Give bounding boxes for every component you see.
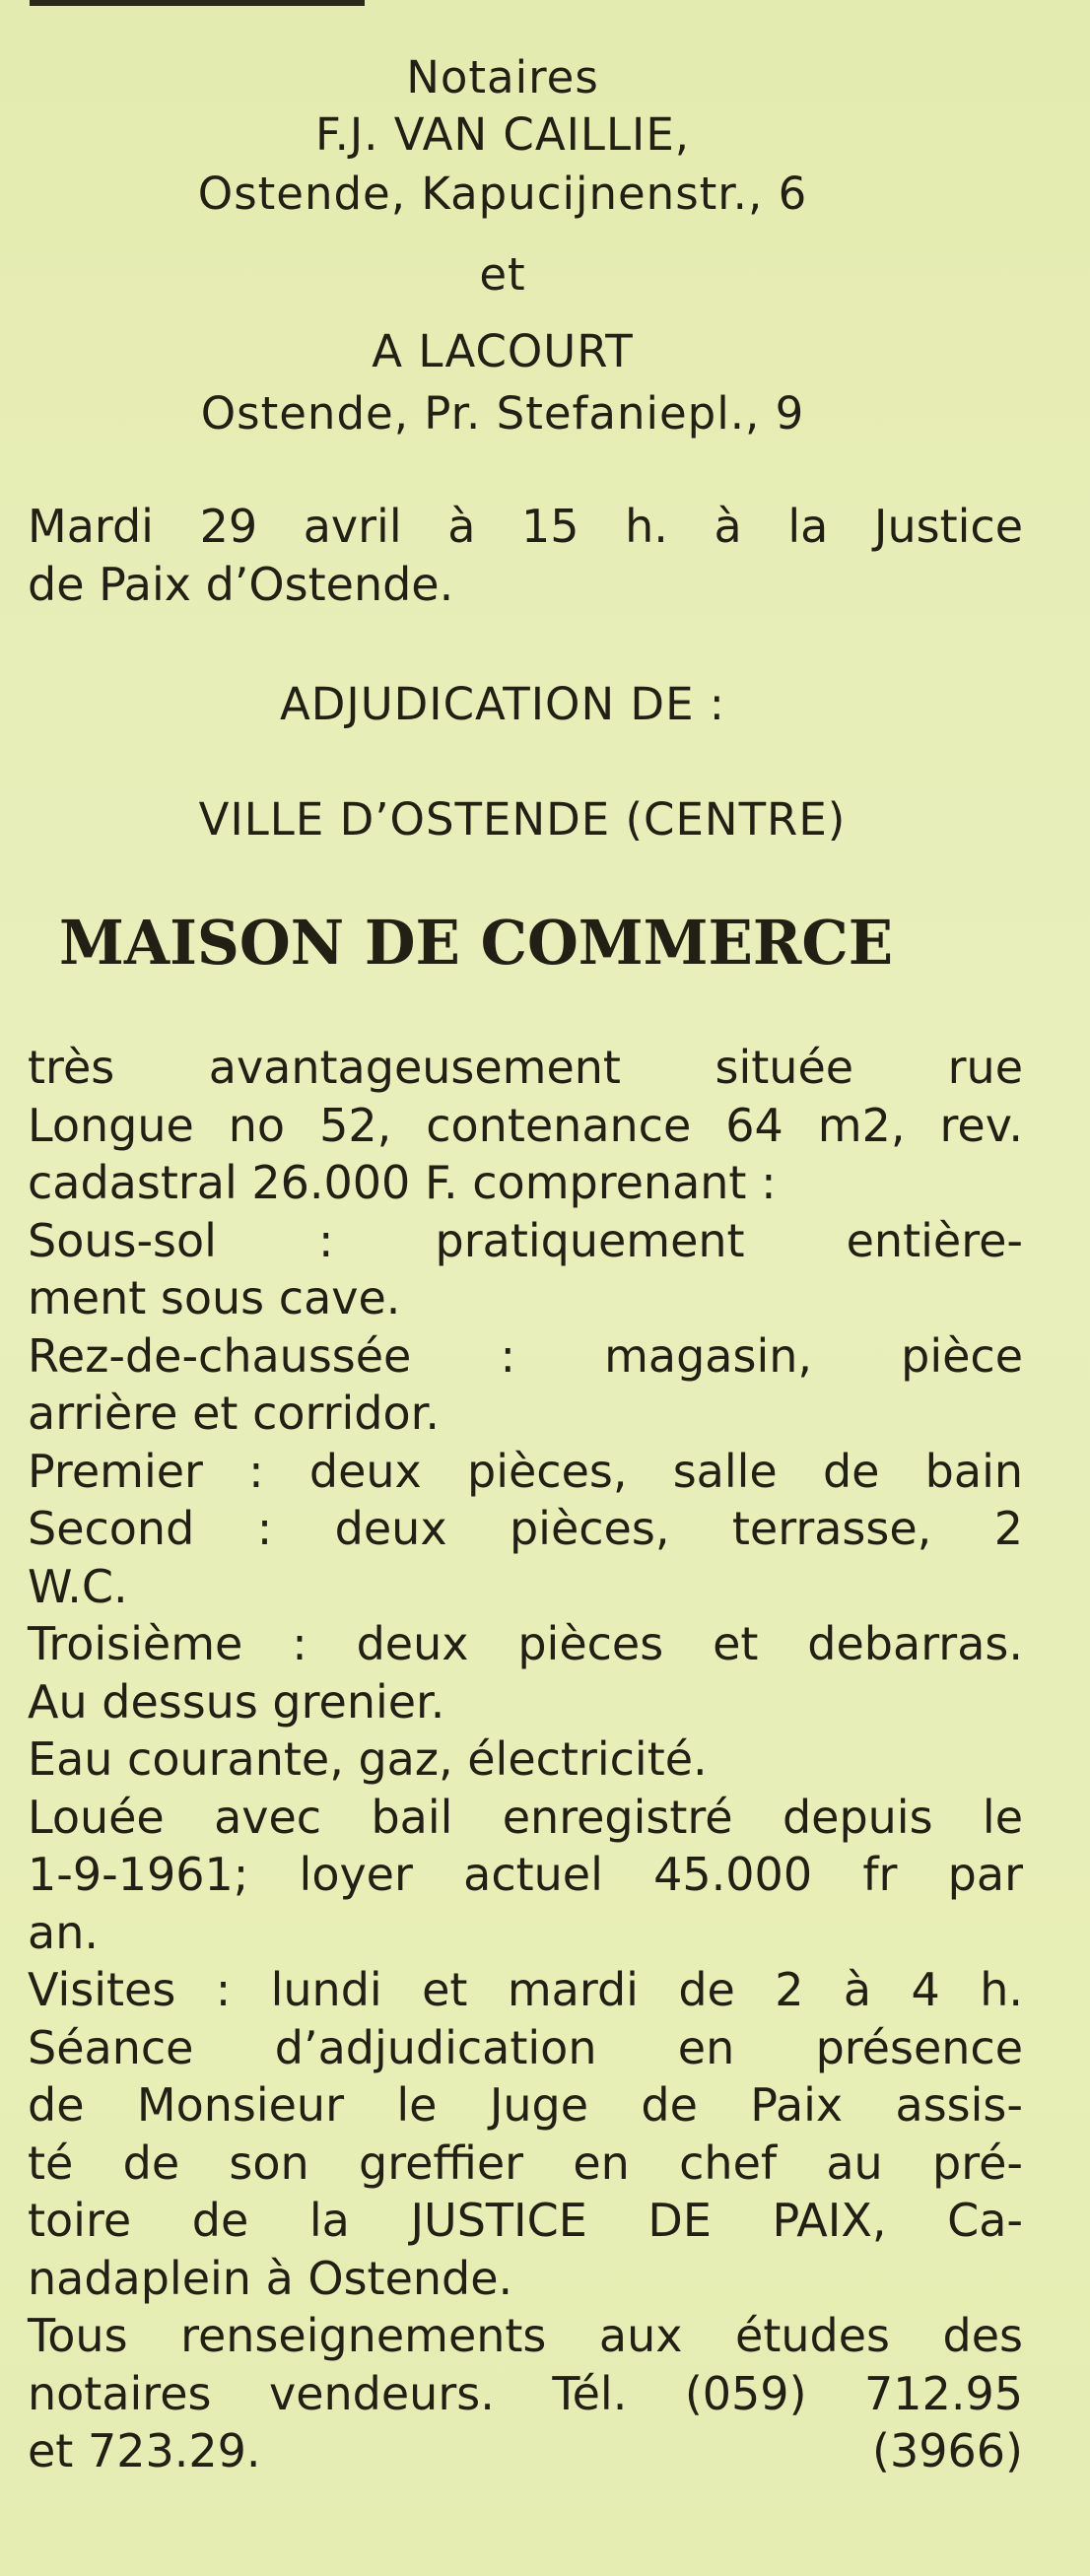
notary1-address: Ostende, Kapucijnenstr., 6 bbox=[197, 168, 808, 220]
headline: MAISON DE COMMERCE bbox=[59, 907, 894, 979]
body-line: notaires vendeurs. Tél. (059) 712.95 bbox=[28, 2366, 1023, 2420]
body-line: an. bbox=[28, 1905, 99, 1959]
body-line: té de son greffier en chef au pré- bbox=[28, 2135, 1023, 2190]
body-line: Longue no 52, contenance 64 m2, rev. bbox=[28, 1098, 1023, 1152]
body-line: Sous-sol : pratiquement entière- bbox=[28, 1213, 1023, 1267]
body-line: Visites : lundi et mardi de 2 à 4 h. bbox=[28, 1963, 1023, 2016]
body-line: Tous renseignements aux études des bbox=[28, 2309, 1023, 2362]
last-line-text: et 723.29. bbox=[28, 2424, 261, 2477]
location: VILLE D’OSTENDE (CENTRE) bbox=[198, 793, 847, 846]
body-line: cadastral 26.000 F. comprenant : bbox=[28, 1156, 777, 1209]
notary2-address: Ostende, Pr. Stefaniepl., 9 bbox=[200, 387, 805, 440]
body-line: de Monsieur le Juge de Paix assis- bbox=[28, 2078, 1023, 2132]
top-rule bbox=[30, 0, 365, 6]
conjunction: et bbox=[479, 248, 526, 301]
body-line: très avantageusement située rue bbox=[28, 1041, 1023, 1094]
date-line: de Paix d’Ostende. bbox=[28, 557, 454, 611]
body-line: Second : deux pièces, terrasse, 2 bbox=[28, 1502, 1023, 1555]
date-paragraph bbox=[28, 498, 1023, 613]
body-line: Eau courante, gaz, électricité. bbox=[28, 1732, 708, 1786]
notary2-name: A LACOURT bbox=[372, 325, 634, 377]
body-line: Au dessus grenier. bbox=[28, 1674, 445, 1729]
body-line: Premier : deux pièces, salle de bain bbox=[28, 1444, 1023, 1498]
body-line: toire de la JUSTICE DE PAIX, Ca- bbox=[28, 2194, 1023, 2247]
notary1-name: F.J. VAN CAILLIE, bbox=[314, 108, 691, 161]
body-line: ment sous cave. bbox=[28, 1271, 401, 1324]
adjudication-label: ADJUDICATION DE : bbox=[280, 678, 725, 730]
body-line: Séance d’adjudication en présence bbox=[28, 2020, 1023, 2074]
body-line: arrière et corridor. bbox=[28, 1387, 440, 1440]
body-line: nadaplein à Ostende. bbox=[28, 2251, 513, 2305]
body-paragraph bbox=[28, 1039, 1023, 2480]
reference-number: (3966) bbox=[872, 2424, 1023, 2477]
date-line: Mardi 29 avril à 15 h. à la Justice bbox=[28, 500, 1023, 553]
notaires-label: Notaires bbox=[406, 51, 599, 103]
body-line: Troisième : deux pièces et debarras. bbox=[28, 1617, 1023, 1670]
body-line: Rez-de-chaussée : magasin, pièce bbox=[28, 1328, 1023, 1383]
last-line bbox=[28, 2422, 1023, 2480]
body-line: 1-9-1961; loyer actuel 45.000 fr par bbox=[28, 1848, 1023, 1901]
body-line: Louée avec bail enregistré depuis le bbox=[28, 1790, 1023, 1844]
body-line: W.C. bbox=[28, 1559, 128, 1613]
